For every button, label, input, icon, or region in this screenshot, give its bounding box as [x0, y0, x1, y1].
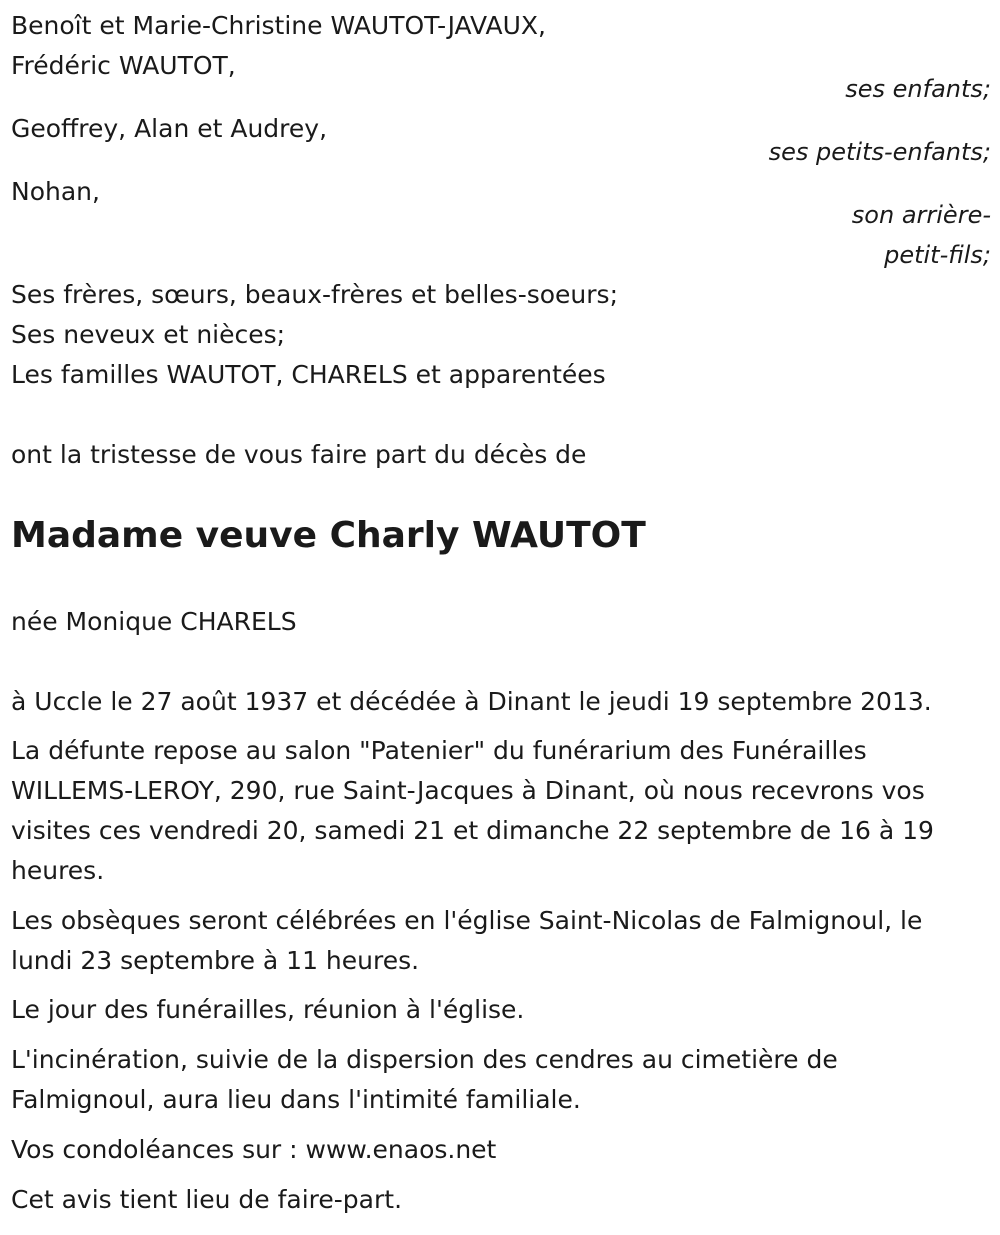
- greatgrandchild-role-2: petit-fils;: [884, 241, 991, 269]
- children-line-2: Frédéric WAUTOT,: [11, 51, 236, 80]
- birth-name: née Monique CHARELS: [11, 607, 297, 636]
- children-role: ses enfants;: [845, 75, 991, 103]
- announcement-text: ont la tristesse de vous faire part du décès de: [11, 440, 587, 469]
- greatgrandchild-line: Nohan,: [11, 177, 100, 206]
- children-line-1: Benoît et Marie-Christine WAUTOT-JAVAUX,: [11, 11, 546, 40]
- relatives-line-3: Les familles WAUTOT, CHARELS et apparentées: [11, 360, 606, 389]
- funeral-paragraph: Les obsèques seront célébrées en l'église Saint-Nicolas de Falmignoul, le lundi 23 septembre à 11 heures.: [11, 906, 923, 975]
- notice-paragraph: Cet avis tient lieu de faire-part.: [11, 1185, 403, 1214]
- life-dates: à Uccle le 27 août 1937 et décédée à Dinant le jeudi 19 septembre 2013.: [11, 687, 932, 716]
- meeting-paragraph: Le jour des funérailles, réunion à l'église.: [11, 995, 525, 1024]
- relatives-line-2: Ses neveux et nièces;: [11, 320, 286, 349]
- grandchildren-role: ses petits-enfants;: [768, 138, 991, 166]
- condolences-paragraph: Vos condoléances sur : www.enaos.net: [11, 1135, 497, 1164]
- cremation-paragraph: L'incinération, suivie de la dispersion des cendres au cimetière de Falmignoul, aura lieu dans l'intimité familiale.: [11, 1045, 838, 1114]
- wake-paragraph: La défunte repose au salon "Patenier" du funérarium des Funérailles WILLEMS-LEROY, 290, rue Saint-Jacques à Dinant, où nous recevrons vos visites ces vendredi 20, samedi 21 et dimanche 22 septembre de 16 à 19 heures.: [11, 736, 934, 885]
- greatgrandchild-role-1: son arrière-: [851, 201, 991, 229]
- grandchildren-line: Geoffrey, Alan et Audrey,: [11, 114, 328, 143]
- deceased-name: Madame veuve Charly WAUTOT: [11, 515, 646, 556]
- relatives-line-1: Ses frères, sœurs, beaux-frères et belles-soeurs;: [11, 280, 618, 309]
